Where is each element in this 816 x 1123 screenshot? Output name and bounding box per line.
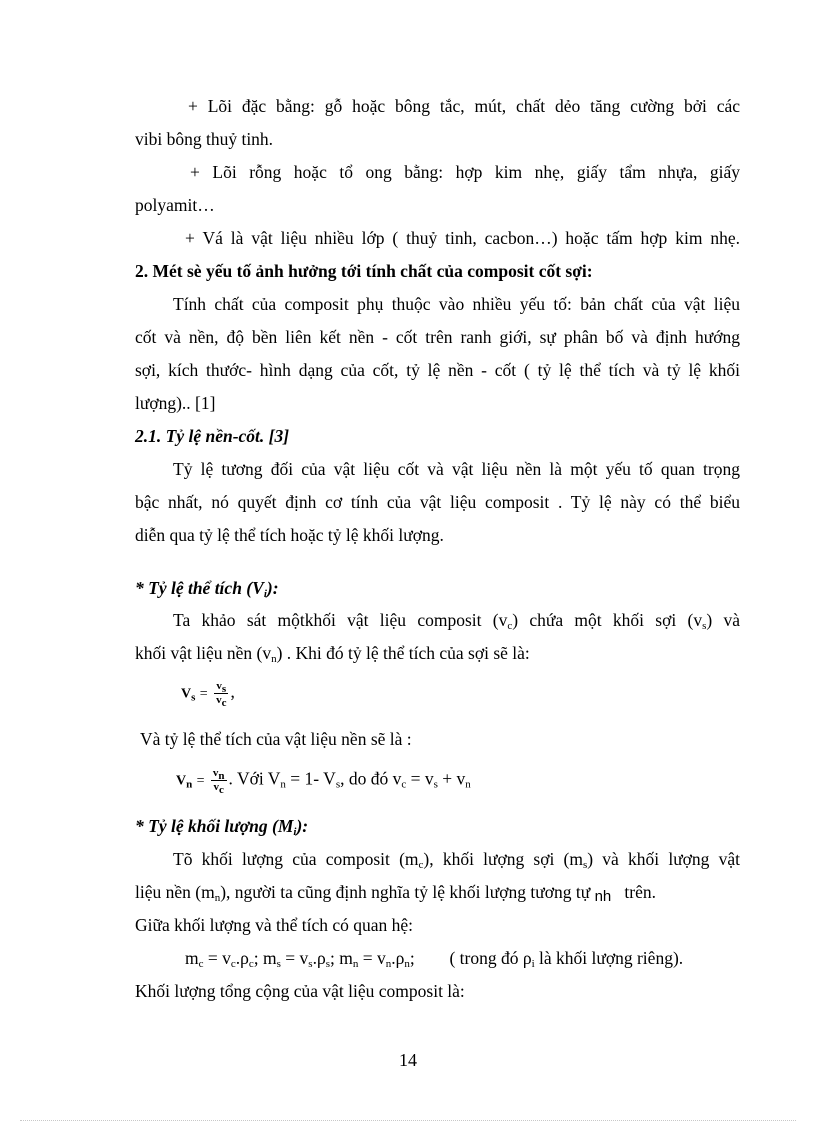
- paragraph-line: lượng).. [1]: [135, 393, 216, 413]
- paragraph-line: Tỷ lệ tương đối của vật liệu cốt và vật liệu nền là một yếu tố quan trọng: [173, 459, 740, 479]
- mass-ratio-heading: * Tỷ lệ khối lượng $(M_i)$:: [135, 816, 309, 838]
- fraction: $\frac{v_s}{v_c}$: [216, 680, 227, 709]
- bullet-solid-core-cont: vibi bông thuỷ tinh.: [135, 129, 274, 149]
- equation-matrix-volume-ratio: $V_n$ = $\frac{v_n}{v_c}$ . Với $V_n = 1-$ $V_s$, do đó $v_c = v_s + v_n$: [176, 767, 471, 796]
- paragraph-line: diễn qua tỷ lệ thể tích hoặc tỷ lệ khối lượng.: [135, 525, 444, 545]
- paragraph-line: Khối lượng tổng cộng của vật liệu composit là:: [135, 981, 465, 1001]
- paragraph-line: sợi, kích thước- hình dạng của cốt, tỷ lệ nền - cốt ( tỷ lệ thể tích và tỷ lệ khối: [135, 360, 740, 380]
- paragraph-line: Ta khảo sát mộtkhối vật liệu composit $(v_c)$ chứa một khối sợi $(v_s)$ và: [173, 610, 741, 632]
- paragraph-line: bậc nhất, nó quyết định cơ tính của vật liệu composit . Tỷ lệ này có thể biểu: [135, 492, 740, 512]
- paragraph-line: khối vật liệu nền $(v_n)$ . Khi đó tỷ lệ thể tích của sợi sẽ là:: [135, 643, 530, 665]
- subsection-heading-2-1: 2.1. Tỷ lệ nền-cốt. [3]: [135, 426, 290, 446]
- equation-mass-volume-relation: $m_c = v_c.\rho_c$; $m_s = v_s.\rho_s$; $m_n = v_n.\rho_n$; ( trong đó $\rho_i$ là khối lượng riêng).: [185, 948, 684, 970]
- bullet-hollow-core-cont: polyamit…: [135, 195, 215, 215]
- paragraph-line: cốt và nền, độ bền liên kết nền - cốt trên ranh giới, sự phân bố và định hướng: [135, 327, 740, 347]
- bullet-skin: + Vá là vật liệu nhiều lớp ( thuỷ tinh, cacbon…) hoặc tấm hợp kim nhẹ.: [185, 228, 740, 248]
- paragraph-line: liệu nền $(m_n)$, người ta cũng định nghĩa tỷ lệ khối lượng tương tự nh trên.: [135, 882, 656, 905]
- paragraph-line: Và tỷ lệ thể tích của vật liệu nền sẽ là :: [140, 729, 412, 749]
- bullet-solid-core: + Lõi đặc bằng: gỗ hoặc bông tắc, mút, chất dẻo tăng cường bởi các: [188, 96, 740, 116]
- paragraph-line: Tõ khối lượng của composit $(m_c)$, khối lượng sợi $(m_s)$ và khối lượng vật: [173, 849, 741, 871]
- paragraph-line: Tính chất của composit phụ thuộc vào nhiều yếu tố: bản chất của vật liệu: [173, 294, 740, 314]
- bullet-hollow-core: + Lõi rỗng hoặc tổ ong bằng: hợp kim nhẹ, giấy tẩm nhựa, giấy: [190, 162, 740, 182]
- page-number: 14: [399, 1050, 417, 1070]
- paragraph-line: Giữa khối lượng và thể tích có quan hệ:: [135, 915, 414, 935]
- section-heading-2: 2. Mét sè yếu tố ảnh hưởng tới tính chất của composit cốt sợi:: [135, 261, 593, 281]
- volume-ratio-heading: * Tỷ lệ thể tích $(V_i)$:: [135, 578, 279, 600]
- fraction: $\frac{v_n}{v_c}$: [212, 767, 225, 796]
- equation-fiber-volume-ratio: $V_s$ = $\frac{v_s}{v_c}$ ,: [181, 680, 235, 709]
- page-bottom-border: [20, 1120, 796, 1121]
